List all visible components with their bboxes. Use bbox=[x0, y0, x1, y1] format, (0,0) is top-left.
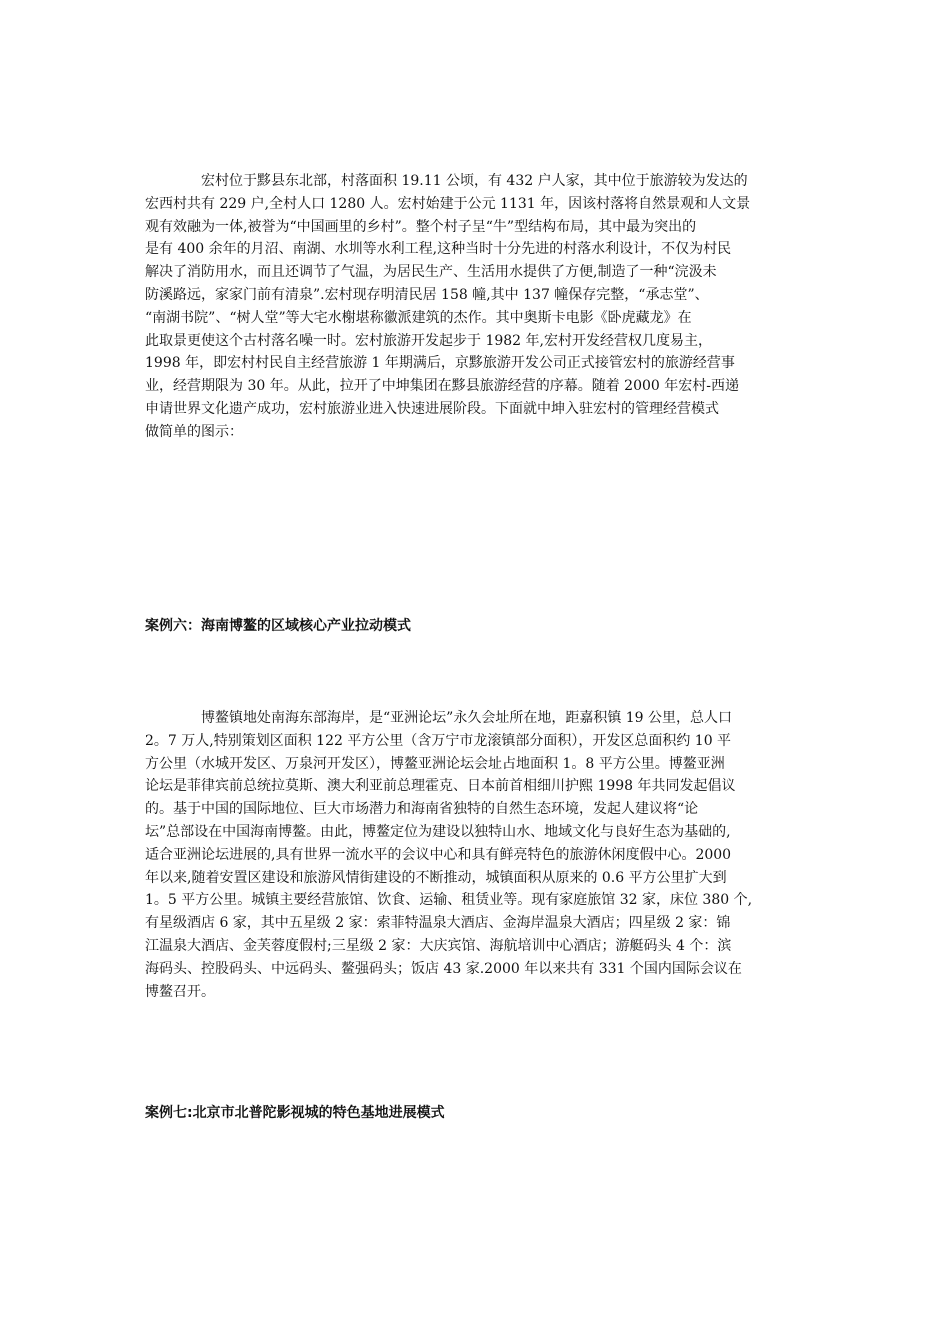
paragraph-line: 的。基于中国的国际地位、巨大市场潜力和海南省独特的自然生态环境，发起人建议将“论 bbox=[145, 801, 699, 818]
paragraph-line: 此取景更使这个古村落名噪一时。宏村旅游开发起步于 1982 年,宏村开发经营权几度易主， bbox=[145, 332, 712, 349]
paragraph-line: 方公里（水城开发区、万泉河开发区），博鳌亚洲论坛会址占地面积 1。8 平方公里。博鳌亚洲 bbox=[145, 755, 725, 772]
paragraph-line: 申请世界文化遗产成功，宏村旅游业进入快速进展阶段。下面就中坤入驻宏村的管理经营模式 bbox=[145, 400, 719, 417]
paragraph-line: 1。5 平方公里。城镇主要经营旅馆、饮食、运输、租赁业等。现有家庭旅馆 32 家，床位 380 个, bbox=[145, 892, 753, 909]
paragraph-line: 观有效融为一体,被誉为“中国画里的乡村”。整个村子呈“牛”型结构布局，其中最为突出的 bbox=[145, 218, 697, 235]
paragraph-line: 做简单的图示： bbox=[145, 423, 243, 440]
paragraph-line: 博鳌召开。 bbox=[145, 983, 215, 1000]
paragraph-line: 防溪路远，家家门前有清泉”.宏村现存明清民居 158 幢,其中 137 幢保存完整，“承志堂”、 bbox=[145, 286, 709, 303]
paragraph-line: 解决了消防用水，而且还调节了气温，为居民生产、生活用水提供了方便,制造了一种“浣汲未 bbox=[145, 264, 717, 281]
paragraph-boao bbox=[145, 707, 810, 1003]
case-six-heading: 案例六：海南博鳌的区域核心产业拉动模式 bbox=[145, 618, 411, 634]
paragraph-line: 适合亚洲论坛进展的,具有世界一流水平的会议中心和具有鲜亮特色的旅游休闲度假中心。2000 bbox=[145, 846, 732, 863]
paragraph-line: 博鳌镇地处南海东部海岸，是“亚洲论坛”永久会址所在地，距嘉积镇 19 公里，总人口 bbox=[201, 710, 733, 726]
paragraph-line: 论坛是菲律宾前总统拉莫斯、澳大利亚前总理霍克、日本前首相细川护熙 1998 年共同发起倡议 bbox=[145, 778, 736, 795]
case-seven-heading: 案例七:北京市北普陀影视城的特色基地进展模式 bbox=[145, 1105, 445, 1121]
paragraph-line: “南湖书院”、“树人堂”等大宅水榭堪称徽派建筑的杰作。其中奥斯卡电影《卧虎藏龙》在 bbox=[145, 309, 692, 326]
paragraph-line: 有星级酒店 6 家，其中五星级 2 家：索菲特温泉大酒店、金海岸温泉大酒店；四星级 2 家：锦 bbox=[145, 915, 731, 932]
paragraph-line: 宏西村共有 229 户,全村人口 1280 人。宏村始建于公元 1131 年，因该村落将自然景观和人文景 bbox=[145, 195, 751, 212]
paragraph-line: 业，经营期限为 30 年。从此，拉开了中坤集团在黟县旅游经营的序幕。随着 2000 年宏村-西递 bbox=[145, 378, 739, 395]
paragraph-line: 江温泉大酒店、金芙蓉度假村;三星级 2 家：大庆宾馆、海航培训中心酒店；游艇码头 4 个：滨 bbox=[145, 937, 732, 954]
paragraph-line: 2。7 万人,特别策划区面积 122 平方公里（含万宁市龙滚镇部分面积），开发区总面积约 10 平 bbox=[145, 732, 732, 749]
paragraph-line: 1998 年，即宏村村民自主经营旅游 1 年期满后，京黟旅游开发公司正式接管宏村的旅游经营事 bbox=[145, 355, 735, 372]
paragraph-line: 宏村位于黟县东北部，村落面积 19.11 公顷，有 432 户人家，其中位于旅游较为发达的 bbox=[201, 173, 748, 189]
paragraph-line: 坛”总部设在中国海南博鳌。由此，博鳌定位为建设以独特山水、地域文化与良好生态为基础的, bbox=[145, 823, 731, 840]
paragraph-line: 年以来,随着安置区建设和旅游风情街建设的不断推动，城镇面积从原来的 0.6 平方公里扩大到 bbox=[145, 869, 727, 886]
paragraph-hongcun bbox=[145, 170, 810, 444]
paragraph-line: 是有 400 余年的月沼、南湖、水圳等水利工程,这种当时十分先进的村落水利设计，不仅为村民 bbox=[145, 241, 732, 258]
paragraph-line: 海码头、控股码头、中远码头、鳌强码头；饭店 43 家.2000 年以来共有 331 个国内国际会议在 bbox=[145, 960, 742, 977]
